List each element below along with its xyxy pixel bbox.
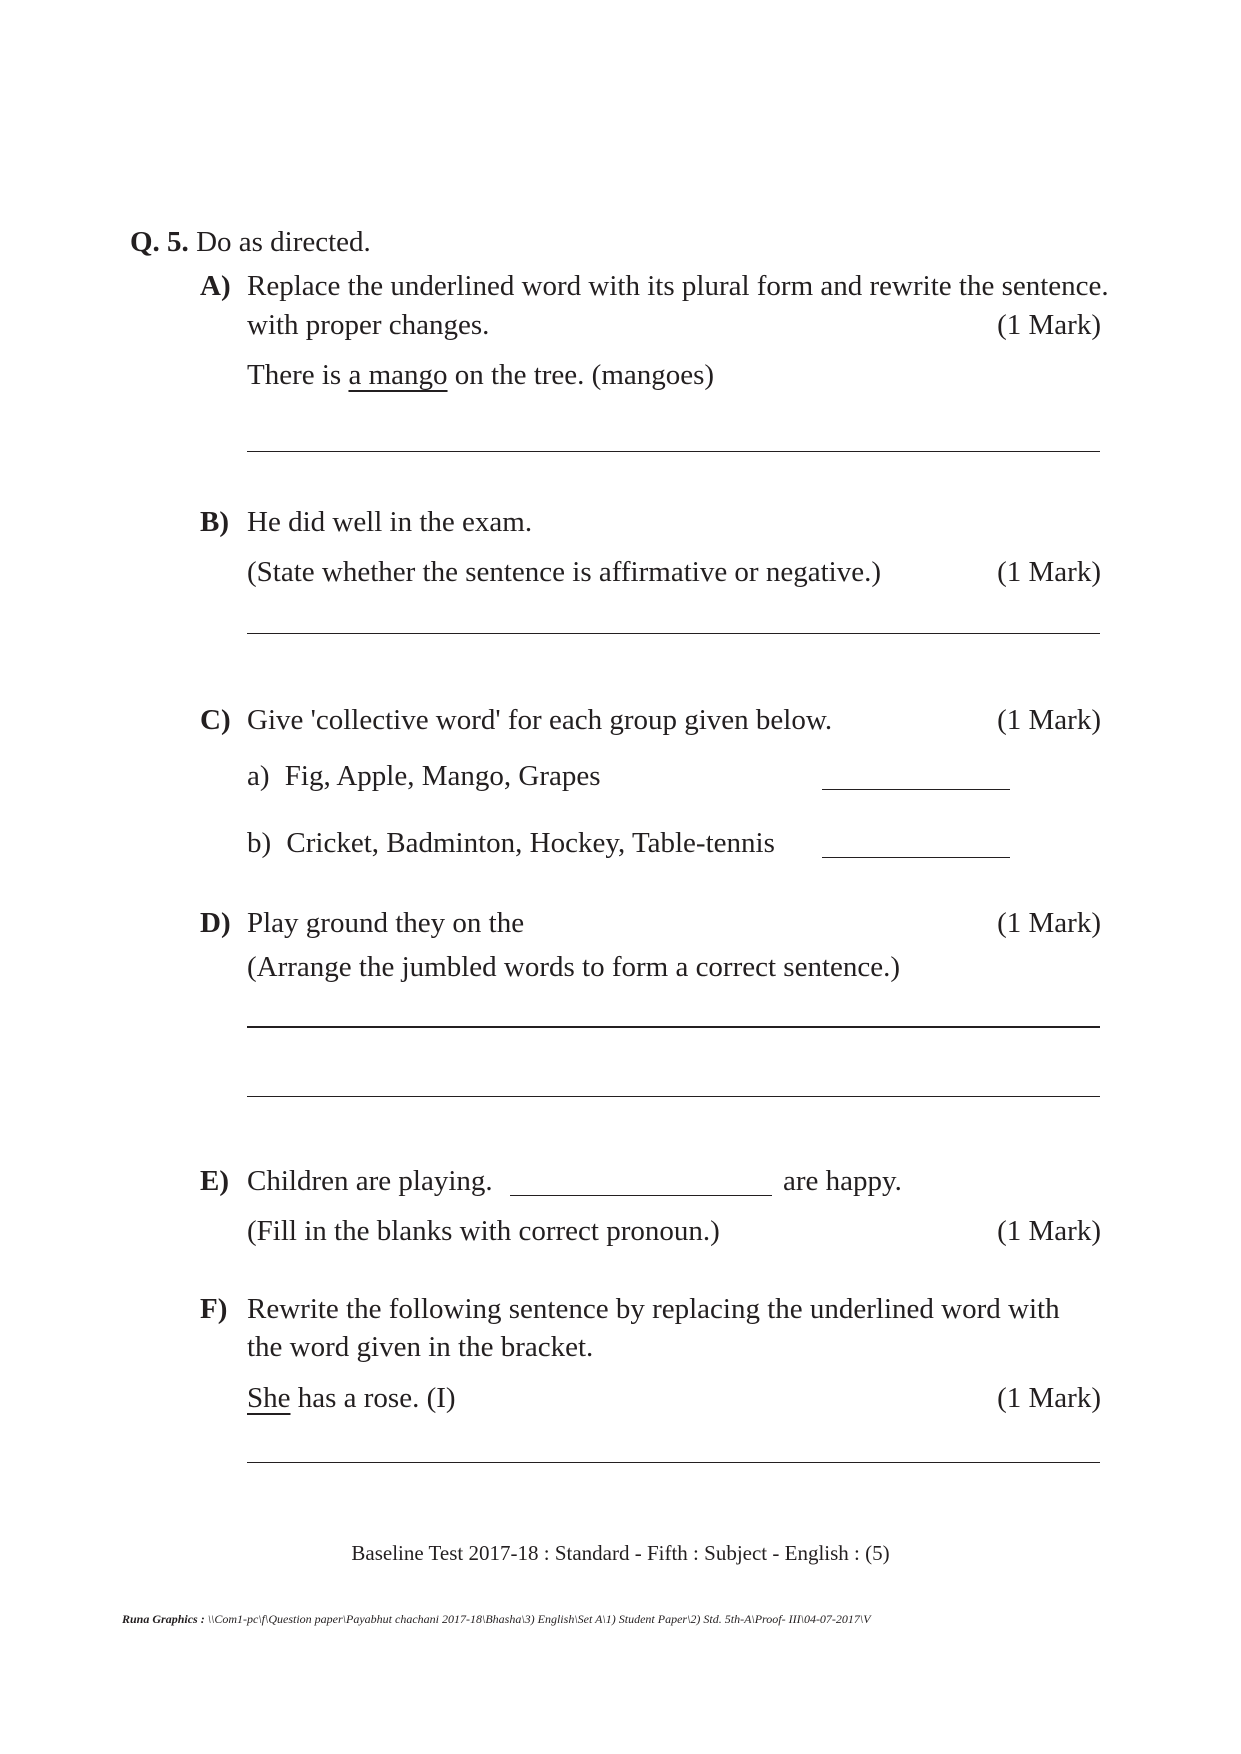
part-c-marks: (1 Mark) <box>997 704 1101 736</box>
part-e-sentence-before: Children are playing. <box>247 1165 493 1197</box>
part-c-label: C) <box>200 704 231 736</box>
part-c-item-label: a) <box>247 760 270 792</box>
part-f-line2: the word given in the bracket. <box>247 1331 594 1363</box>
part-a-sentence-after: on the tree. (mangoes) <box>454 359 715 391</box>
part-a-sentence <box>247 357 714 393</box>
part-f-label: F) <box>200 1293 228 1325</box>
part-f-sentence-after: has a rose. (I) <box>297 1382 456 1414</box>
part-f-answer-line[interactable] <box>247 1462 1100 1463</box>
part-a-line2: with proper changes. <box>247 309 490 341</box>
part-f-line1: Rewrite the following sentence by replacing the underlined word with <box>247 1293 1060 1325</box>
page-footer: Baseline Test 2017-18 : Standard - Fifth : Subject - English : (5) <box>351 1541 890 1565</box>
part-b-marks: (1 Mark) <box>997 556 1101 588</box>
part-e-instruction: (Fill in the blanks with correct pronoun.) <box>247 1215 720 1247</box>
part-d-marks: (1 Mark) <box>997 907 1101 939</box>
part-c-item-a <box>247 758 601 794</box>
part-b-answer-line[interactable] <box>247 633 1100 634</box>
part-a-marks: (1 Mark) <box>997 309 1101 341</box>
part-e-label: E) <box>200 1165 229 1197</box>
part-c-item-a-blank[interactable] <box>822 789 1010 790</box>
part-f-underlined-word: She <box>247 1382 291 1414</box>
print-credit-label: Runa Graphics : <box>122 1612 205 1626</box>
part-c-item-label: b) <box>247 827 272 859</box>
part-a-label: A) <box>200 270 231 302</box>
print-credit <box>122 1612 871 1627</box>
part-a-sentence-before: There is <box>247 359 342 391</box>
part-d-answer-line-1[interactable] <box>247 1026 1100 1028</box>
part-c-item-text: Fig, Apple, Mango, Grapes <box>284 760 601 792</box>
part-f-sentence <box>247 1380 456 1416</box>
part-a-answer-line[interactable] <box>247 451 1100 452</box>
part-c-item-text: Cricket, Badminton, Hockey, Table-tennis <box>286 827 775 859</box>
print-file-path: \\Com1-pc\f\Question paper\Payabhut chachani 2017-18\Bhasha\3) English\Set A\1) Student Paper\2) Std. 5th-A\Proof- III\04-07-2017\V <box>207 1612 871 1626</box>
part-c-item-b-blank[interactable] <box>822 857 1010 858</box>
part-e-blank[interactable] <box>510 1195 772 1196</box>
part-d-answer-line-2[interactable] <box>247 1096 1100 1097</box>
question-instruction: Do as directed. <box>196 226 371 258</box>
part-b-label: B) <box>200 506 229 538</box>
part-c-instruction: Give 'collective word' for each group given below. <box>247 704 833 736</box>
part-e-marks: (1 Mark) <box>997 1215 1101 1247</box>
question-number: Q. 5. <box>130 226 189 258</box>
part-a-underlined-word: a mango <box>348 359 448 391</box>
part-d-instruction: (Arrange the jumbled words to form a correct sentence.) <box>247 951 901 983</box>
part-f-marks: (1 Mark) <box>997 1382 1101 1414</box>
part-e-sentence-after: are happy. <box>783 1165 902 1197</box>
part-b-sentence: He did well in the exam. <box>247 506 533 538</box>
part-d-words: Play ground they on the <box>247 907 525 939</box>
part-b-instruction: (State whether the sentence is affirmative or negative.) <box>247 556 881 588</box>
part-c-item-b <box>247 825 775 861</box>
question-header <box>130 224 371 260</box>
part-d-label: D) <box>200 907 231 939</box>
part-a-line1: Replace the underlined word with its plural form and rewrite the sentence. <box>247 270 1109 302</box>
